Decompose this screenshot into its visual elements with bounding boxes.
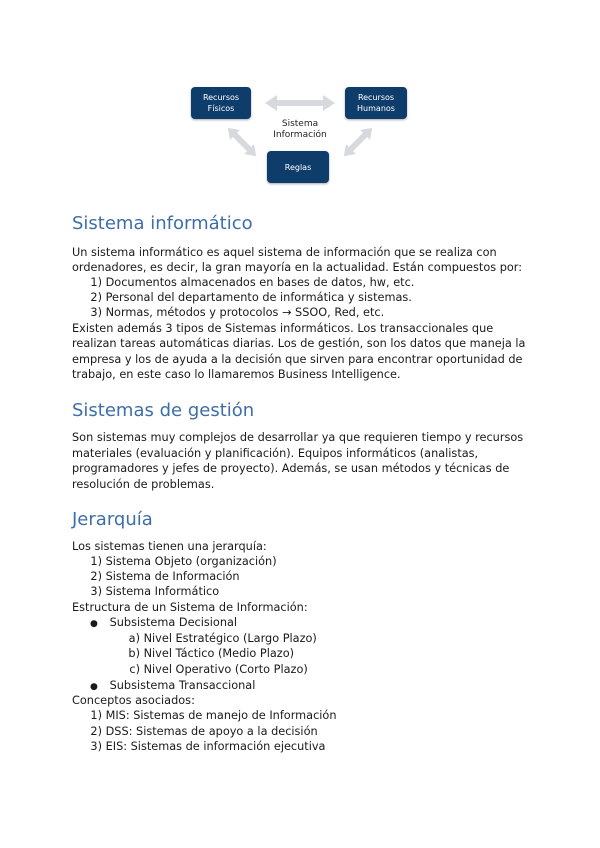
- paragraph-line: Estructura de un Sistema de Información:: [72, 601, 308, 614]
- list-item: [88, 584, 219, 600]
- list-marker: 1): [90, 555, 102, 568]
- box-line: Recursos: [357, 93, 395, 102]
- bullet-item: [90, 615, 237, 633]
- paragraph-line: Son sistemas muy complejos de desarrollar ya que requieren tiempo y recursos: [72, 431, 524, 444]
- list-item: [88, 275, 414, 291]
- list-item: [88, 290, 412, 306]
- list-marker: 3): [90, 740, 102, 753]
- list-text: Nivel Estratégico (Largo Plazo): [143, 632, 317, 645]
- list-text: Nivel Táctico (Medio Plazo): [143, 647, 295, 660]
- list-marker: 2): [90, 725, 102, 738]
- paragraph-line: programadores y jefes de proyecto). Además, se usan métodos y técnicas de: [72, 462, 510, 475]
- list-item: [126, 631, 317, 647]
- list-text: Sistema Informático: [105, 585, 220, 598]
- paragraph-line: Un sistema informático es aquel sistema de información que se realiza con: [72, 246, 497, 259]
- list-text: Nivel Operativo (Corto Plazo): [143, 663, 308, 676]
- list-item: [88, 708, 337, 724]
- section-title-sistemas-gestion: Sistemas de gestión: [72, 400, 255, 421]
- list-item: [88, 305, 384, 321]
- list-text: Normas, métodos y protocolos → SSOO, Red, etc.: [105, 306, 385, 319]
- list-marker: 2): [90, 291, 102, 304]
- section-title-jerarquia: Jerarquía: [72, 509, 153, 530]
- paragraph-line: Conceptos asociados:: [72, 694, 195, 707]
- arrow-humanos-reglas: [339, 123, 377, 161]
- paragraph-line: materiales (evaluación y planificación). Equipos informáticos (analistas,: [72, 447, 479, 460]
- paragraph-line: Los sistemas tienen una jerarquía:: [72, 540, 267, 553]
- list-text: EIS: Sistemas de información ejecutiva: [105, 740, 326, 753]
- paragraph-line: empresa y los de ayuda a la decisión que sirven para encontrar oportunidad de: [72, 353, 523, 366]
- recursos-fisicos-box: [191, 87, 251, 119]
- list-marker: b): [128, 647, 140, 660]
- list-item: [88, 724, 318, 740]
- list-text: DSS: Sistemas de apoyo a la decisión: [105, 725, 318, 738]
- bullet-text: Subsistema Transaccional: [109, 679, 256, 692]
- paragraph-line: realizan tareas automáticas diarias. Los de gestión, son los datos que maneja la: [72, 337, 526, 350]
- arrow-fisicos-humanos: [265, 95, 335, 111]
- paragraph-line: resolución de problemas.: [72, 478, 215, 491]
- list-marker: 1): [90, 709, 102, 722]
- bullet-dot: ●: [90, 619, 98, 629]
- list-text: Personal del departamento de informática y sistemas.: [105, 291, 412, 304]
- arrow-fisicos-reglas: [223, 123, 261, 161]
- list-marker: a): [128, 632, 140, 645]
- box-line: Recursos: [202, 93, 240, 102]
- reglas-box: [267, 151, 329, 183]
- list-marker: c): [129, 663, 140, 676]
- section-title-sistema-informatico: Sistema informático: [72, 213, 253, 234]
- list-item: [126, 662, 308, 678]
- bullet-text: Subsistema Decisional: [109, 616, 238, 629]
- paragraph-line: ordenadores, es decir, la gran mayoría en la actualidad. Están compuestos por:: [72, 261, 523, 274]
- list-item: [88, 739, 325, 755]
- list-text: Sistema de Información: [105, 570, 240, 583]
- center-line: Sistema: [281, 119, 319, 129]
- recursos-humanos-box: [345, 87, 407, 119]
- list-text: Documentos almacenados en bases de datos, hw, etc.: [105, 276, 415, 289]
- list-marker: 2): [90, 570, 102, 583]
- list-text: MIS: Sistemas de manejo de Información: [105, 709, 337, 722]
- center-label: [270, 119, 330, 141]
- box-line: Reglas: [284, 162, 312, 172]
- list-marker: 1): [90, 276, 102, 289]
- paragraph-line: trabajo, en este caso lo llamaremos Business Intelligence.: [72, 368, 401, 381]
- box-line: Físicos: [207, 104, 235, 113]
- list-text: Sistema Objeto (organización): [105, 555, 277, 568]
- sistema-informacion-diagram: [185, 82, 415, 188]
- center-line: Información: [273, 130, 327, 140]
- box-line: Humanos: [357, 104, 395, 113]
- bullet-dot: ●: [90, 682, 98, 692]
- paragraph-line: Existen además 3 tipos de Sistemas informáticos. Los transaccionales que: [72, 322, 494, 335]
- list-item: [126, 646, 294, 662]
- list-marker: 3): [90, 585, 102, 598]
- list-item: [88, 569, 240, 585]
- list-marker: 3): [90, 306, 102, 319]
- list-item: [88, 554, 277, 570]
